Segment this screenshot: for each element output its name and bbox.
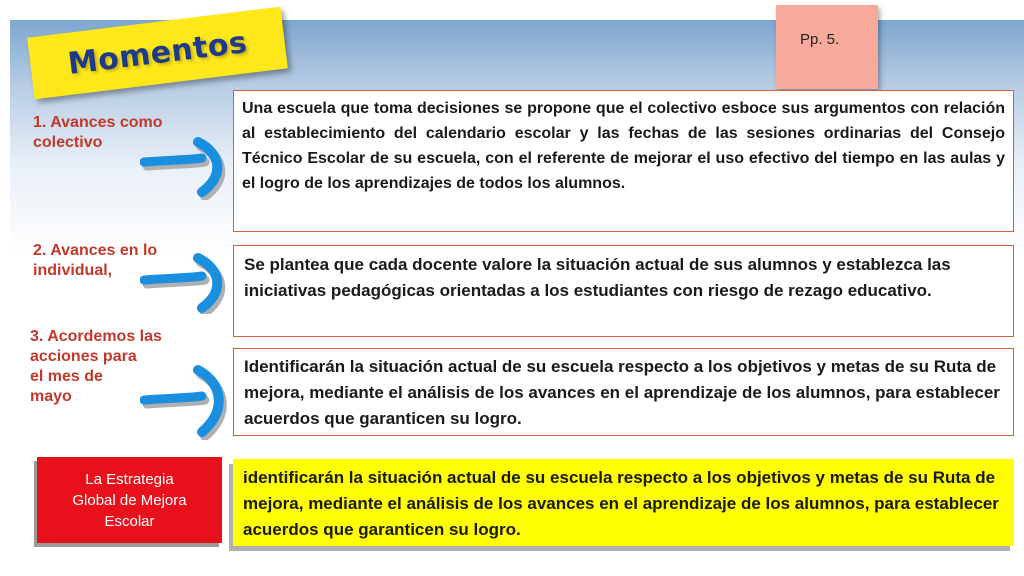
strategy-text-box (233, 459, 1014, 546)
strategy-label-line-2: Global de Mejora (72, 491, 187, 509)
row-2-label (33, 241, 157, 281)
slide-title: Momentos (65, 24, 250, 82)
row-2-label-line-1: 2. Avances en lo (33, 242, 158, 259)
row-1-text-box (233, 90, 1014, 232)
row-1-label-line-2: colectivo (33, 134, 103, 151)
strategy-label-line-1: La Estrategia (85, 470, 174, 488)
row-1-text: Una escuela que toma decisiones se propone que el colectivo esboce sus argumentos con relación al establecimiento del calendario escolar y las fechas de las sesiones ordinarias del Consejo Técnico Escolar de su escuela, con el referente de mejorar el uso efectivo del tiempo en las aulas y el logro de los aprendizajes de todos los alumnos. (242, 100, 1005, 192)
row-1-label-line-1: 1. Avances como (33, 114, 163, 131)
page-reference-text: Pp. 5. (800, 31, 840, 48)
strategy-label-line-3: Escolar (104, 512, 155, 530)
curved-arrow-icon (140, 136, 232, 200)
row-3-label-line-1: 3. Acordemos las (30, 328, 162, 345)
page-reference-note (776, 5, 878, 89)
strategy-text: identificarán la situación actual de su escuela respecto a los objetivos y metas de su Ruta de mejora, mediante el análisis de los avances en el aprendizaje de los alumnos, para establecer acuerdos que garanticen su logro. (243, 468, 999, 539)
row-3-label-line-3: el mes de (30, 368, 103, 385)
row-2-text: Se plantea que cada docente valore la situación actual de sus alumnos y establezca las iniciativas pedagógicas orientadas a los estudiantes con riesgo de rezago educativo. (244, 255, 951, 300)
row-3-label-line-2: acciones para (30, 348, 137, 365)
row-3-text-box (233, 348, 1014, 436)
row-2-label-line-2: individual, (33, 262, 113, 279)
row-2-text-box (233, 245, 1014, 337)
curved-arrow-icon (140, 360, 232, 440)
row-3-text: Identificarán la situación actual de su escuela respecto a los objetivos y metas de su Ruta de mejora, mediante el análisis de los avances en el aprendizaje de los alumnos, para establecer acuerdos que garanticen su logro. (244, 357, 1000, 428)
row-3-label-line-4: mayo (30, 388, 72, 405)
strategy-label-box (37, 457, 222, 543)
curved-arrow-icon (140, 250, 232, 314)
